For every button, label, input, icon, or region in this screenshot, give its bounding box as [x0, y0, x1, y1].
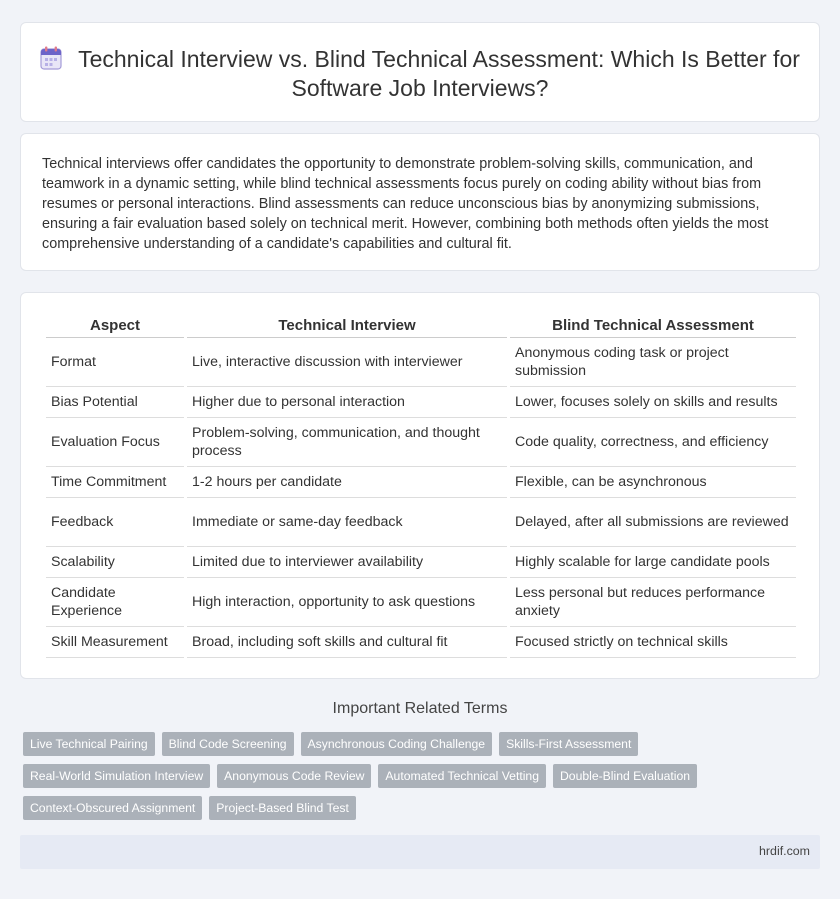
- table-cell: Evaluation Focus: [46, 418, 184, 467]
- table-cell: Feedback: [46, 498, 184, 547]
- column-header-blind-assessment: Blind Technical Assessment: [510, 317, 796, 338]
- table-cell: Scalability: [46, 547, 184, 578]
- related-term-tag[interactable]: Project-Based Blind Test: [209, 796, 356, 820]
- related-term-tag[interactable]: Asynchronous Coding Challenge: [301, 732, 493, 756]
- table-row: [46, 418, 796, 467]
- column-header-aspect: Aspect: [46, 317, 184, 338]
- intro-card: [20, 133, 820, 271]
- table-row: [46, 467, 796, 498]
- table-cell: Immediate or same-day feedback: [187, 498, 507, 547]
- table-cell: 1-2 hours per candidate: [187, 467, 507, 498]
- table-row: [46, 498, 796, 547]
- column-header-technical-interview: Technical Interview: [187, 317, 507, 338]
- comparison-table: [43, 317, 799, 658]
- table-cell: High interaction, opportunity to ask questions: [187, 578, 507, 627]
- table-cell: Higher due to personal interaction: [187, 387, 507, 418]
- related-term-tag[interactable]: Anonymous Code Review: [217, 764, 371, 788]
- table-cell: Focused strictly on technical skills: [510, 627, 796, 658]
- table-cell: Lower, focuses solely on skills and results: [510, 387, 796, 418]
- page-title: Technical Interview vs. Blind Technical Assessment: Which Is Better for Software Job Interviews?: [78, 46, 800, 101]
- table-row: [46, 627, 796, 658]
- table-cell: Highly scalable for large candidate pools: [510, 547, 796, 578]
- table-row: [46, 547, 796, 578]
- table-cell: Delayed, after all submissions are reviewed: [510, 498, 796, 547]
- table-cell: Live, interactive discussion with interviewer: [187, 338, 507, 387]
- table-header-row: [46, 317, 796, 338]
- table-cell: Problem-solving, communication, and thought process: [187, 418, 507, 467]
- related-term-tag[interactable]: Live Technical Pairing: [23, 732, 155, 756]
- related-terms-list: [23, 732, 703, 820]
- table-cell: Skill Measurement: [46, 627, 184, 658]
- intro-paragraph: Technical interviews offer candidates the opportunity to demonstrate problem-solving skills, communication, and teamwork in a dynamic setting, while blind technical assessments focus purely on coding ability without bias from resumes or personal interactions. Blind assessments can reduce unconscious bias by anonymizing submissions, ensuring a fair evaluation based solely on technical merit. However, combining both methods often yields the most comprehensive understanding of a candidate's capabilities and cultural fit.: [42, 156, 769, 252]
- table-cell: Format: [46, 338, 184, 387]
- table-row: [46, 338, 796, 387]
- table-row: [46, 578, 796, 627]
- table-cell: Flexible, can be asynchronous: [510, 467, 796, 498]
- title-card: [20, 22, 820, 122]
- table-cell: Time Commitment: [46, 467, 184, 498]
- table-cell: Anonymous coding task or project submission: [510, 338, 796, 387]
- table-cell: Broad, including soft skills and cultural fit: [187, 627, 507, 658]
- related-term-tag[interactable]: Real-World Simulation Interview: [23, 764, 210, 788]
- table-cell: Candidate Experience: [46, 578, 184, 627]
- related-term-tag[interactable]: Double-Blind Evaluation: [553, 764, 697, 788]
- table-cell: Limited due to interviewer availability: [187, 547, 507, 578]
- related-term-tag[interactable]: Context-Obscured Assignment: [23, 796, 202, 820]
- title-wrap: [21, 45, 819, 103]
- calendar-icon: [40, 46, 62, 70]
- related-term-tag[interactable]: Automated Technical Vetting: [378, 764, 546, 788]
- footer: [20, 835, 820, 869]
- table-cell: Bias Potential: [46, 387, 184, 418]
- related-terms-heading: Important Related Terms: [332, 700, 508, 717]
- footer-site-link[interactable]: hrdif.com: [759, 844, 810, 858]
- related-term-tag[interactable]: Skills-First Assessment: [499, 732, 638, 756]
- table-cell: Code quality, correctness, and efficiency: [510, 418, 796, 467]
- related-term-tag[interactable]: Blind Code Screening: [162, 732, 294, 756]
- table-cell: Less personal but reduces performance anxiety: [510, 578, 796, 627]
- comparison-card: [20, 292, 820, 679]
- table-row: [46, 387, 796, 418]
